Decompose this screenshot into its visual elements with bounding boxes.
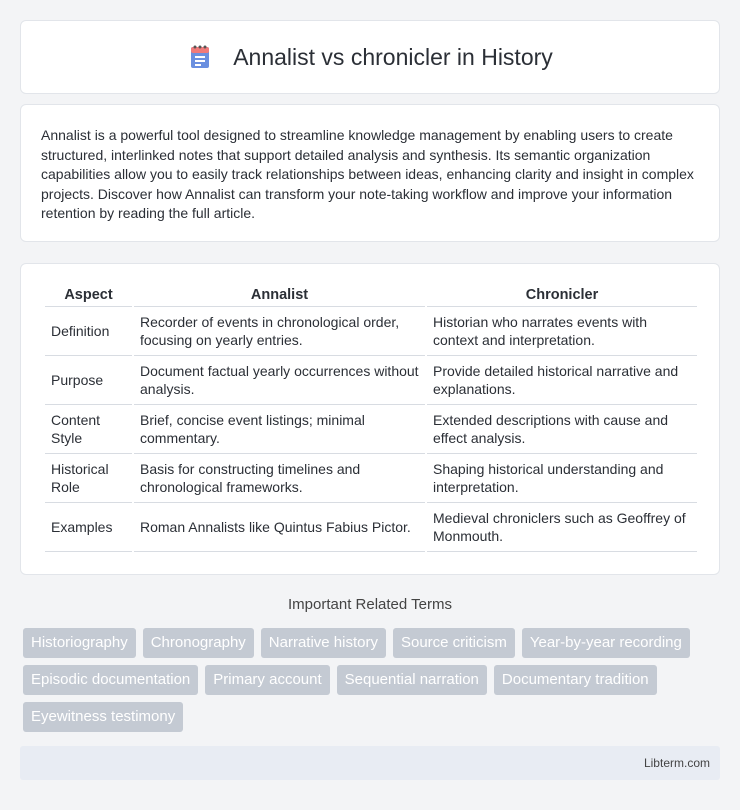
related-term-tag[interactable]: Eyewitness testimony xyxy=(23,702,183,732)
table-row xyxy=(45,454,697,503)
table-row xyxy=(45,503,697,552)
table-cell-chronicler: Shaping historical understanding and interpretation. xyxy=(427,454,697,503)
related-term-tag[interactable]: Source criticism xyxy=(393,628,515,658)
table-cell-annalist: Basis for constructing timelines and chronological frameworks. xyxy=(134,454,425,503)
table-cell-annalist: Brief, concise event listings; minimal commentary. xyxy=(134,405,425,454)
table-row xyxy=(45,405,697,454)
table-cell-chronicler: Historian who narrates events with context and interpretation. xyxy=(427,307,697,356)
table-cell-aspect: Examples xyxy=(45,503,132,552)
page-title: Annalist vs chronicler in History xyxy=(233,43,553,70)
table-cell-chronicler: Medieval chroniclers such as Geoffrey of Monmouth. xyxy=(427,503,697,552)
related-term-tag[interactable]: Year-by-year recording xyxy=(522,628,690,658)
related-terms-title: Important Related Terms xyxy=(288,596,452,613)
table-cell-chronicler: Extended descriptions with cause and effect analysis. xyxy=(427,405,697,454)
related-term-tag[interactable]: Documentary tradition xyxy=(494,665,657,695)
comparison-table-card xyxy=(20,263,720,575)
related-term-tag[interactable]: Historiography xyxy=(23,628,136,658)
related-term-tag[interactable]: Narrative history xyxy=(261,628,386,658)
column-header-chronicler: Chronicler xyxy=(427,286,697,307)
table-row xyxy=(45,356,697,405)
table-cell-annalist: Roman Annalists like Quintus Fabius Pictor. xyxy=(134,503,425,552)
table-row xyxy=(45,307,697,356)
column-header-aspect: Aspect xyxy=(45,286,132,307)
intro-text: Annalist is a powerful tool designed to streamline knowledge management by enabling users to create structured, interlinked notes that support detailed analysis and synthesis. Its semantic organization capabilities allow you to easily track relationships between ideas, enhancing clarity and insight in complex projects. Discover how Annalist can transform your note-taking workflow and improve your information retention by reading the full article. xyxy=(41,127,694,221)
table-cell-chronicler: Provide detailed historical narrative and explanations. xyxy=(427,356,697,405)
related-term-tag[interactable]: Episodic documentation xyxy=(23,665,198,695)
table-header-row xyxy=(45,286,697,307)
comparison-table xyxy=(43,286,699,552)
table-cell-annalist: Recorder of events in chronological order, focusing on yearly entries. xyxy=(134,307,425,356)
footer-site-link[interactable]: Libterm.com xyxy=(643,756,710,770)
related-terms-tags xyxy=(23,628,723,732)
header-card xyxy=(20,20,720,94)
table-cell-aspect: Purpose xyxy=(45,356,132,405)
table-cell-aspect: Content Style xyxy=(45,405,132,454)
table-cell-aspect: Definition xyxy=(45,307,132,356)
related-term-tag[interactable]: Chronography xyxy=(143,628,254,658)
related-term-tag[interactable]: Primary account xyxy=(205,665,329,695)
table-cell-annalist: Document factual yearly occurrences without analysis. xyxy=(134,356,425,405)
intro-card xyxy=(20,104,720,242)
notebook-icon xyxy=(187,44,213,70)
footer xyxy=(20,746,720,780)
column-header-annalist: Annalist xyxy=(134,286,425,307)
table-cell-aspect: Historical Role xyxy=(45,454,132,503)
related-term-tag[interactable]: Sequential narration xyxy=(337,665,487,695)
